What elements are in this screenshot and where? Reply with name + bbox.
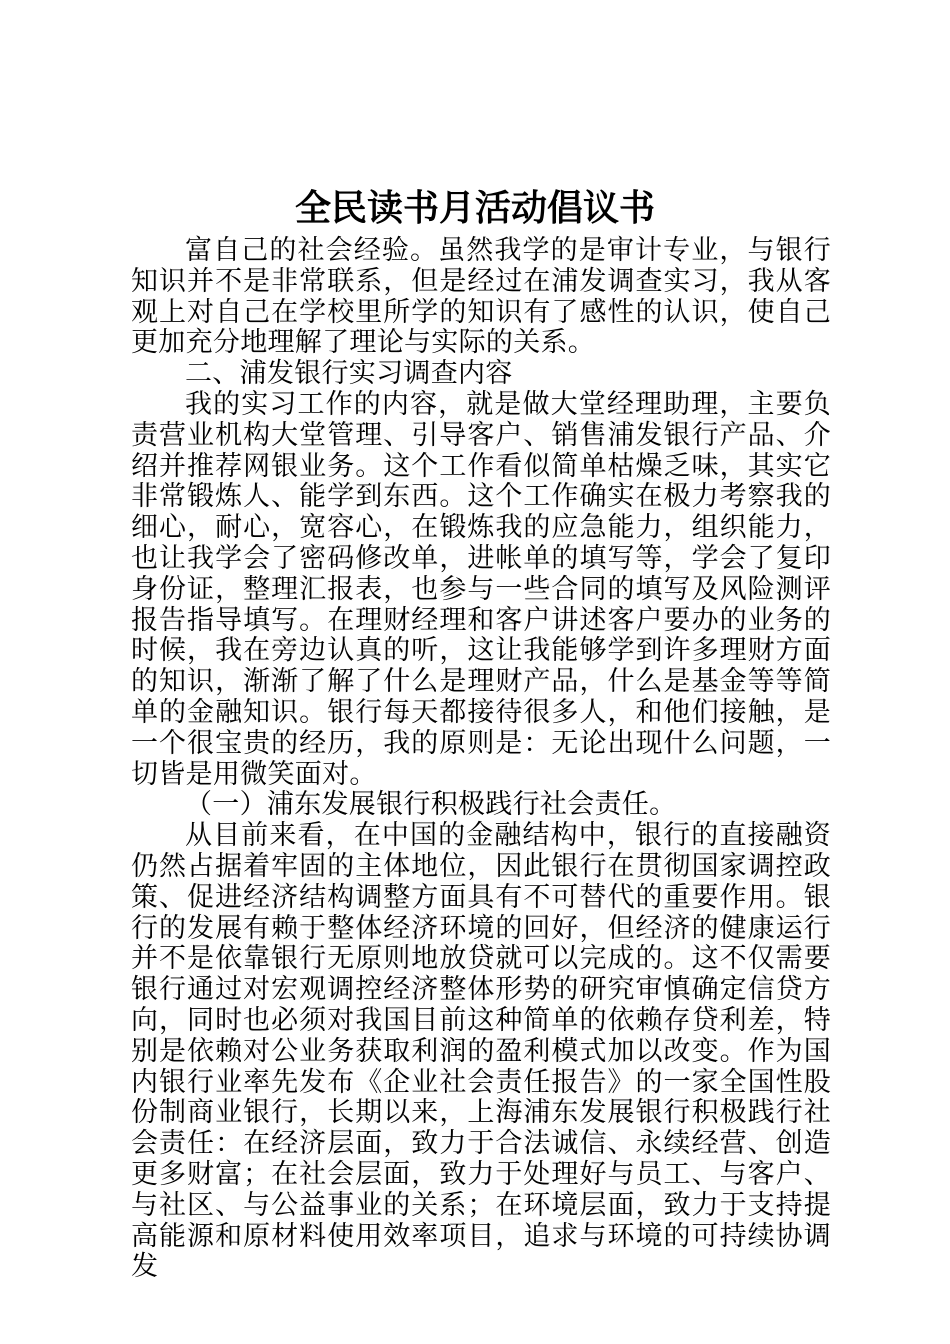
paragraph: 我的实习工作的内容，就是做大堂经理助理，主要负责营业机构大堂管理、引导客户、销售浦发银行产品、介绍并推荐网银业务。这个工作看似简单枯燥乏味，其实它非常锻炼人、能学到东西。这个工作确实在极力考察我的细心，耐心，宽容心，在锻炼我的应急能力，组织能力，也让我学会了密码修改单，进帐单的填写等，学会了复印身份证，整理汇报表，也参与一些合同的填写及风险测评报告指导填写。在理财经理和客户讲述客户要办的业务的时候，我在旁边认真的听，这让我能够学到许多理财方面的知识，渐渐了解了什么是理财产品，什么是基金等等简单的金融知识。银行每天都接待很多人，和他们接触，是一个很宝贵的经历，我的原则是：无论出现什么问题，一切皆是用微笑面对。 xyxy=(131,388,831,790)
subsection-heading: （一）浦东发展银行积极践行社会责任。 xyxy=(185,789,677,821)
document-body xyxy=(131,236,831,1283)
paragraph: 富自己的社会经验。虽然我学的是审计专业，与银行知识并不是非常联系，但是经过在浦发调查实习，我从客观上对自己在学校里所学的知识有了感性的认识，使自己更加充分地理解了理论与实际的关系。 xyxy=(131,235,831,359)
document-title: 全民读书月活动倡议书 xyxy=(294,187,655,229)
section-heading: 二、浦发银行实习调查内容 xyxy=(185,358,513,390)
paragraph: 从目前来看，在中国的金融结构中，银行的直接融资仍然占据着牢固的主体地位，因此银行在贯彻国家调控政策、促进经济结构调整方面具有不可替代的重要作用。银行的发展有赖于整体经济环境的回好，但经济的健康运行并不是依靠银行无原则地放贷就可以完成的。这不仅需要银行通过对宏观调控经济整体形势的研究审慎确定信贷方向，同时也必须对我国目前这种简单的依赖存贷利差，特别是依赖对公业务获取利润的盈利模式加以改变。作为国内银行业率先发布《企业社会责任报告》的一家全国性股份制商业银行，长期以来，上海浦东发展银行积极践行社会责任：在经济层面，致力于合法诚信、永续经营、创造更多财富；在社会层面，致力于处理好与员工、与客户、与社区、与公益事业的关系；在环境层面，致力于支持提高能源和原材料使用效率项目，追求与环境的可持续协调发 xyxy=(131,820,831,1283)
